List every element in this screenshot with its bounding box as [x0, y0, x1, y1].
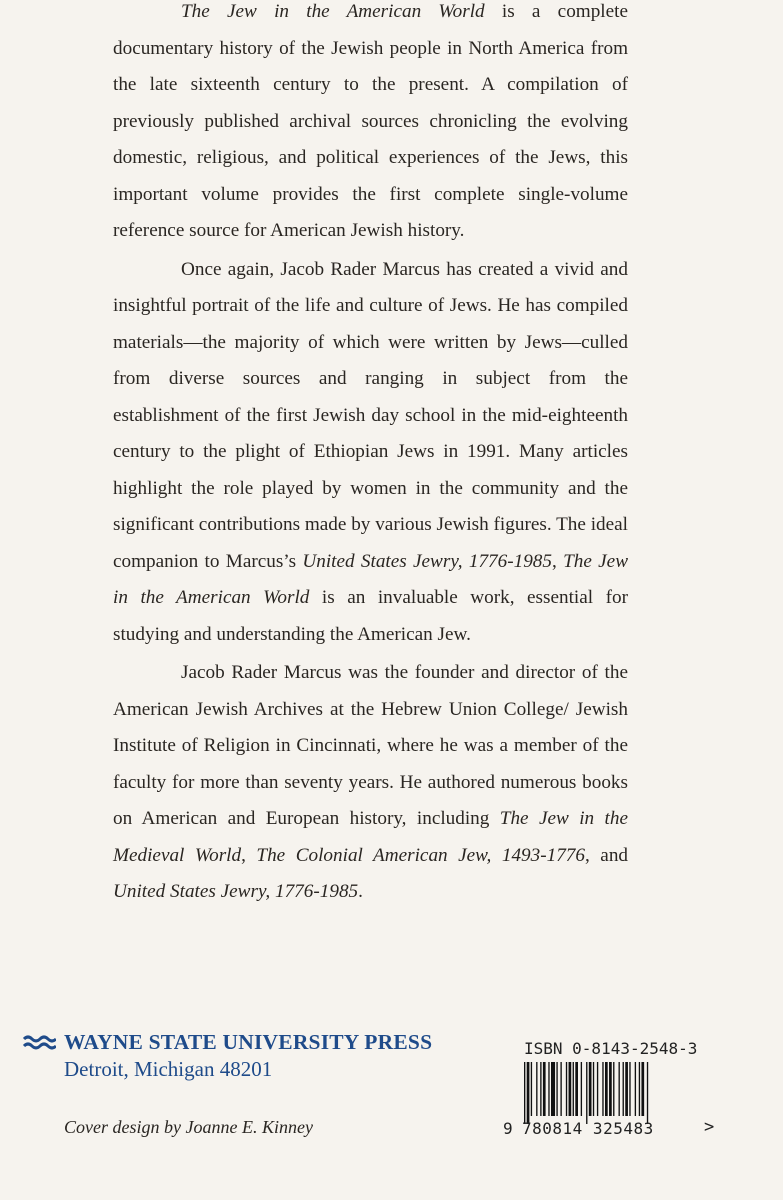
barcode-bar — [575, 1062, 578, 1116]
barcode-bar — [639, 1062, 640, 1116]
barcode-bar — [524, 1062, 525, 1124]
barcode-tail: > — [704, 1117, 715, 1137]
book-title: United States Jewry, 1776-1985 — [302, 550, 552, 572]
paragraph-text: , — [241, 844, 257, 866]
barcode-bar — [548, 1062, 549, 1116]
barcode-bar — [540, 1062, 541, 1116]
book-title: The Jew in the Medieval World — [113, 808, 628, 866]
paragraph-text: is a complete documentary history of the Jewish people in North America from the late sixteenth century to the present. A compilation of previously published archival sources chronicling the evolving domestic, religious, and political experiences of the Jews, this important volume provides the first complete single-volume reference source for American Jewish history. — [113, 1, 628, 241]
paragraph-text: Jacob Rader Marcus was the founder and director of the American Jewish Archives at the Hebrew Union College/ Jewish Institute of Religion in Cincinnati, where he was a member of the faculty for more than seventy years. He authored numerous books on American and European history, including — [113, 662, 628, 829]
barcode-bar — [556, 1062, 557, 1116]
wave-logo-icon — [22, 1033, 56, 1053]
barcode-bar — [573, 1062, 574, 1116]
barcode-bar — [629, 1062, 630, 1116]
barcode-bar — [527, 1062, 530, 1124]
barcode-bar — [593, 1062, 594, 1116]
book-title: United States Jewry, 1776-1985 — [113, 881, 359, 902]
barcode-bar — [536, 1062, 537, 1116]
paragraph-text: . — [358, 881, 363, 902]
barcode-bar — [566, 1062, 567, 1116]
blurb-paragraph-3 — [113, 655, 628, 911]
book-title: The Jew in the American World — [181, 1, 485, 22]
paragraph-text: Once again, Jacob Rader Marcus has created a vivid and insightful portrait of the life and culture of Jews. He has compiled materials—the majority of which were written by Jews—culled from diverse sources and ranging in subject from the establishment of the first Jewish day school in the mid-eighteenth century to the plight of Ethiopian Jews in 1991. Many articles highlight the role played by women in the community and the significant contributions made by various Jewish figures. The ideal companion to Marcus’s — [113, 258, 628, 572]
barcode-bar — [589, 1062, 592, 1116]
barcode-bar — [635, 1062, 636, 1116]
barcode-bar — [613, 1062, 614, 1116]
barcode-bar — [602, 1062, 603, 1116]
barcode-digits: 780814 325483 — [522, 1119, 654, 1138]
blurb-text — [113, 0, 628, 911]
paragraph-text: is an invaluable work, essential for studying and understanding the American Jew. — [113, 587, 629, 645]
barcode-bar — [581, 1062, 582, 1116]
blurb-paragraph-2 — [113, 252, 628, 654]
barcode — [522, 1062, 694, 1126]
publisher-name: WAYNE STATE UNIVERSITY PRESS — [64, 1030, 433, 1054]
publisher-city: Detroit, Michigan 48201 — [64, 1057, 273, 1081]
book-title: The Colonial American Jew, 1493-1776 — [256, 844, 585, 866]
barcode-bar — [605, 1062, 608, 1116]
blurb-paragraph-1 — [113, 0, 628, 250]
barcode-bar — [543, 1062, 546, 1116]
barcode-bar — [586, 1062, 587, 1124]
cover-design-credit: Cover design by Joanne E. Kinney — [64, 1117, 313, 1137]
barcode-bar — [560, 1062, 561, 1116]
paragraph-text: , and — [585, 844, 629, 866]
barcode-bar — [569, 1062, 572, 1116]
barcode-bar — [597, 1062, 598, 1116]
barcode-bar — [647, 1062, 648, 1124]
barcode-bar — [609, 1062, 612, 1116]
barcode-bar — [623, 1062, 624, 1116]
publisher-block — [22, 1030, 482, 1082]
barcode-bar — [641, 1062, 644, 1116]
barcode-bar — [625, 1062, 628, 1116]
isbn-label: ISBN 0-8143-2548-3 — [524, 1039, 698, 1058]
paragraph-text: , — [552, 550, 564, 572]
lead-digit: 9 — [503, 1119, 513, 1138]
book-title: The Jew in the American World — [113, 550, 628, 608]
barcode-bar — [619, 1062, 620, 1116]
barcode-lead-digit — [503, 1119, 513, 1138]
barcode-bar — [551, 1062, 555, 1116]
publisher-name-row — [22, 1030, 482, 1055]
barcode-bar — [531, 1062, 532, 1116]
